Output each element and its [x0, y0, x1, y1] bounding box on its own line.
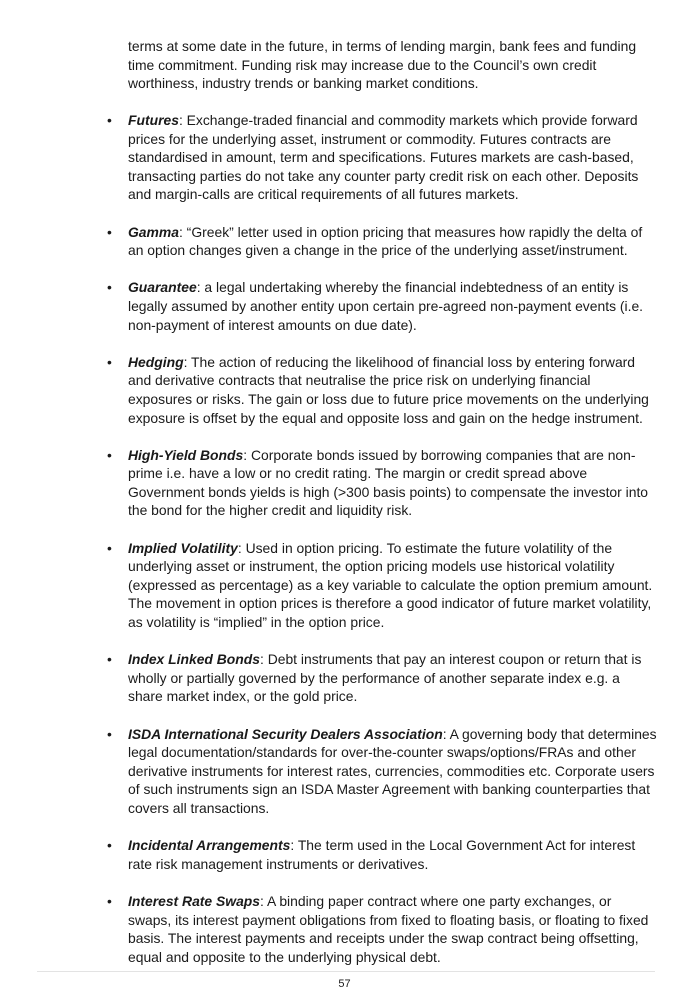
- glossary-definition: : a legal undertaking whereby the financial indebtedness of an entity is legally assumed by another entity upon certain pre-agreed non-payment events (i.e. non-payment of interest amounts on due date).: [128, 279, 644, 333]
- glossary-definition: : The action of reducing the likelihood of financial loss by entering forward and derivative contracts that neutralise the price risk on underlying financial exposures or risks. The gain or loss due to future price movements on the underlying exposure is offset by the equal and opposite loss and gain on the hedge instrument.: [128, 353, 649, 426]
- bullet-icon: •: [107, 112, 112, 128]
- glossary-entry-interest-rate-swaps: [0, 892, 689, 966]
- glossary-definition: : A governing body that determines legal documentation/standards for over-the-counter swaps/options/FRAs and other derivative instruments for interest rates, currencies, commodities etc. Corporate users of such instruments sign an ISDA Master Agreement with banking counterparties that covers all transactions.: [128, 725, 657, 816]
- bullet-icon: •: [107, 651, 112, 668]
- glossary-term: Implied Volatility: [128, 539, 238, 556]
- glossary-entry-hedging: [0, 353, 689, 427]
- glossary-term: Hedging: [128, 353, 184, 370]
- glossary-definition: : Exchange-traded financial and commodity markets which provide forward prices for the underlying asset, instrument or commodity. Futures contracts are standardised in amount, term and specifications. Futures markets are cash-based, transacting parties do not take any counter party credit risk on each other. Deposits and margin-calls are critical requirements of all futures markets.: [128, 112, 639, 203]
- bullet-icon: •: [107, 837, 112, 854]
- glossary-term: Index Linked Bonds: [128, 651, 260, 668]
- footer-divider: [37, 971, 655, 972]
- glossary-entry-gamma: [0, 223, 689, 260]
- glossary-entry-index-linked-bonds: [0, 650, 689, 706]
- glossary-entry-implied-volatility: [0, 539, 689, 632]
- glossary-definition: : A binding paper contract where one party exchanges, or swaps, its interest payment obligations from fixed to floating basis, or floating to fixed basis. The interest payments and receipts under the swap contract being offsetting, equal and opposite to the underlying physical debt.: [128, 892, 649, 965]
- glossary-definition: : Corporate bonds issued by borrowing companies that are non-prime i.e. have a low or no credit rating. The margin or credit spread above Government bonds yields is high (>300 basis points) to compensate the investor into the bond for the higher credit and liquidity risk.: [128, 446, 649, 519]
- glossary-term: Interest Rate Swaps: [128, 892, 261, 909]
- bullet-icon: •: [107, 353, 112, 370]
- glossary-term: High-Yield Bonds: [128, 446, 244, 463]
- glossary-entry-isda: [0, 725, 689, 818]
- bullet-icon: •: [107, 446, 112, 463]
- glossary-term: Guarantee: [128, 279, 197, 296]
- bullet-icon: •: [107, 279, 112, 296]
- glossary-entry-guarantee: [0, 278, 689, 334]
- glossary-term: Futures: [128, 112, 179, 128]
- glossary-term: Incidental Arrangements: [128, 837, 291, 854]
- glossary-entry-incidental-arrangements: [0, 836, 689, 873]
- glossary-definition: : The term used in the Local Government Act for interest rate risk management instruments or derivatives.: [128, 837, 636, 872]
- glossary-list: [0, 111, 689, 985]
- glossary-term: ISDA International Security Dealers Association: [128, 725, 443, 742]
- intro-paragraph: terms at some date in the future, in terms of lending margin, bank fees and funding time commitment. Funding risk may increase due to the Council’s own credit worthiness, industry trends or banking market conditions.: [128, 38, 637, 92]
- glossary-definition: : “Greek” letter used in option pricing that measures how rapidly the delta of an option changes given a change in the price of the underlying asset/instrument.: [128, 223, 643, 259]
- glossary-term: Gamma: [128, 223, 179, 240]
- bullet-icon: •: [107, 223, 112, 240]
- glossary-definition: : Debt instruments that pay an interest coupon or return that is wholly or partially governed by the performance of another separate index e.g. a share market index, or the gold price.: [128, 651, 642, 705]
- glossary-entry-high-yield-bonds: [0, 446, 689, 520]
- bullet-icon: •: [107, 892, 112, 909]
- bullet-icon: •: [107, 539, 112, 556]
- page-number: 57: [338, 978, 351, 990]
- glossary-definition: : Used in option pricing. To estimate the future volatility of the underlying asset or instrument, the option pricing models use historical volatility (expressed as percentage) as a key variable to calculate the option premium amount. The movement in option prices is therefore a good indicator of future market volatility, as volatility is “implied” in the option price.: [128, 539, 653, 631]
- bullet-icon: •: [107, 725, 112, 742]
- glossary-entry-futures: [0, 111, 689, 204]
